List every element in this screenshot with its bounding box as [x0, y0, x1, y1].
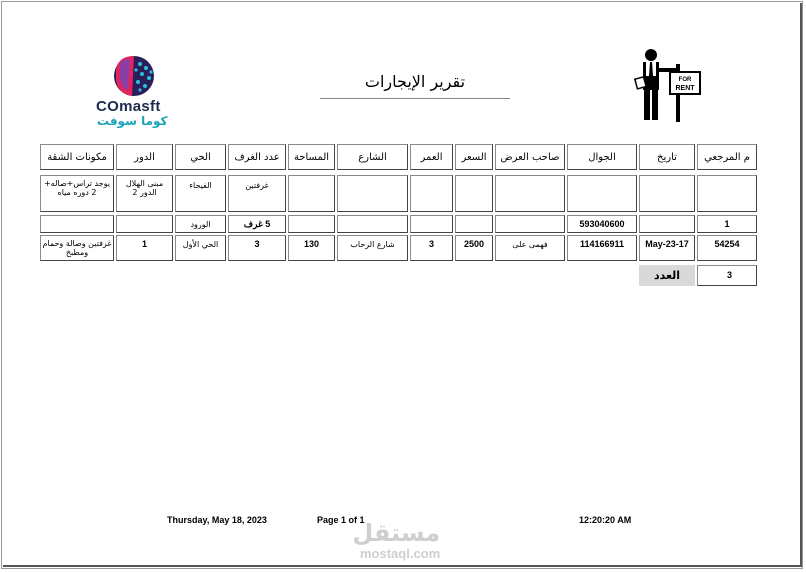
- header-age: العمر: [410, 144, 453, 170]
- row2-ref-no: 1: [697, 215, 757, 233]
- row1-rooms: غرفتين: [228, 175, 286, 212]
- row2-rooms: 5 غرف: [228, 215, 286, 233]
- watermark-en: mostaql.com: [360, 546, 441, 561]
- row2-owner: [495, 215, 565, 233]
- row1-components: يوجد تراس+صاله+ 2 دوره مياه: [40, 175, 114, 212]
- header-district: الحي: [175, 144, 226, 170]
- header-rooms: عدد الغرف: [228, 144, 286, 170]
- row1-date: [639, 175, 695, 212]
- footer-date: Thursday, May 18, 2023: [167, 515, 267, 525]
- row1-area: [288, 175, 335, 212]
- sign-text-rent: RENT: [675, 85, 695, 92]
- row3-ref-no: 54254: [697, 235, 757, 261]
- header-price: السعر: [455, 144, 493, 170]
- row3-owner: فهمى على: [495, 235, 565, 261]
- logo-text-en: COmasft: [96, 98, 161, 115]
- header-street: الشارع: [337, 144, 408, 170]
- footer-time: 12:20:20 AM: [579, 515, 632, 525]
- row3-area: 130: [288, 235, 335, 261]
- count-label: العدد: [639, 265, 695, 286]
- footer-page: Page 1 of 1: [317, 515, 365, 525]
- row1-street: [337, 175, 408, 212]
- header-components: مكونات الشقة: [40, 144, 114, 170]
- header-area: المساحة: [288, 144, 335, 170]
- row3-date: 17-May-23: [639, 235, 695, 261]
- row3-age: 3: [410, 235, 453, 261]
- report-title: تقرير الإيجارات: [364, 72, 466, 91]
- header-date: تاريخ: [639, 144, 695, 170]
- row1-price: [455, 175, 493, 212]
- logo-text-ar: كوما سوفت: [97, 114, 168, 128]
- row3-price: 2500: [455, 235, 493, 261]
- watermark-ar: مستقل: [352, 519, 441, 547]
- row2-age: [410, 215, 453, 233]
- count-value: 3: [697, 265, 757, 286]
- row1-mobile: [567, 175, 637, 212]
- title-underline: [320, 98, 510, 99]
- row1-age: [410, 175, 453, 212]
- row1-floor: مبنى الهلال الدور 2: [116, 175, 173, 212]
- row2-area: [288, 215, 335, 233]
- row2-floor: [116, 215, 173, 233]
- row2-date: [639, 215, 695, 233]
- sign-text-for: FOR: [678, 77, 692, 83]
- row3-district: الحي الأول: [175, 235, 226, 261]
- header-floor: الدور: [116, 144, 173, 170]
- row3-floor: 1: [116, 235, 173, 261]
- row3-mobile: 114166911: [567, 235, 637, 261]
- row3-street: شارع الرحاب: [337, 235, 408, 261]
- header-ref-no: م المرجعي: [697, 144, 757, 170]
- for-rent-sign-icon: [634, 48, 704, 124]
- header-owner: صاحب العرض: [495, 144, 565, 170]
- row1-district: الفيحاء: [175, 175, 226, 212]
- row2-price: [455, 215, 493, 233]
- header-mobile: الجوال: [567, 144, 637, 170]
- row1-owner: [495, 175, 565, 212]
- row2-components: [40, 215, 114, 233]
- mostaql-watermark: [352, 520, 440, 561]
- row1-ref-no: [697, 175, 757, 212]
- row3-components: غرفتين وصالة وحمام ومطبخ: [40, 235, 114, 261]
- row2-street: [337, 215, 408, 233]
- row3-rooms: 3: [228, 235, 286, 261]
- row2-district: الورود: [175, 215, 226, 233]
- row2-mobile: 593040600: [567, 215, 637, 233]
